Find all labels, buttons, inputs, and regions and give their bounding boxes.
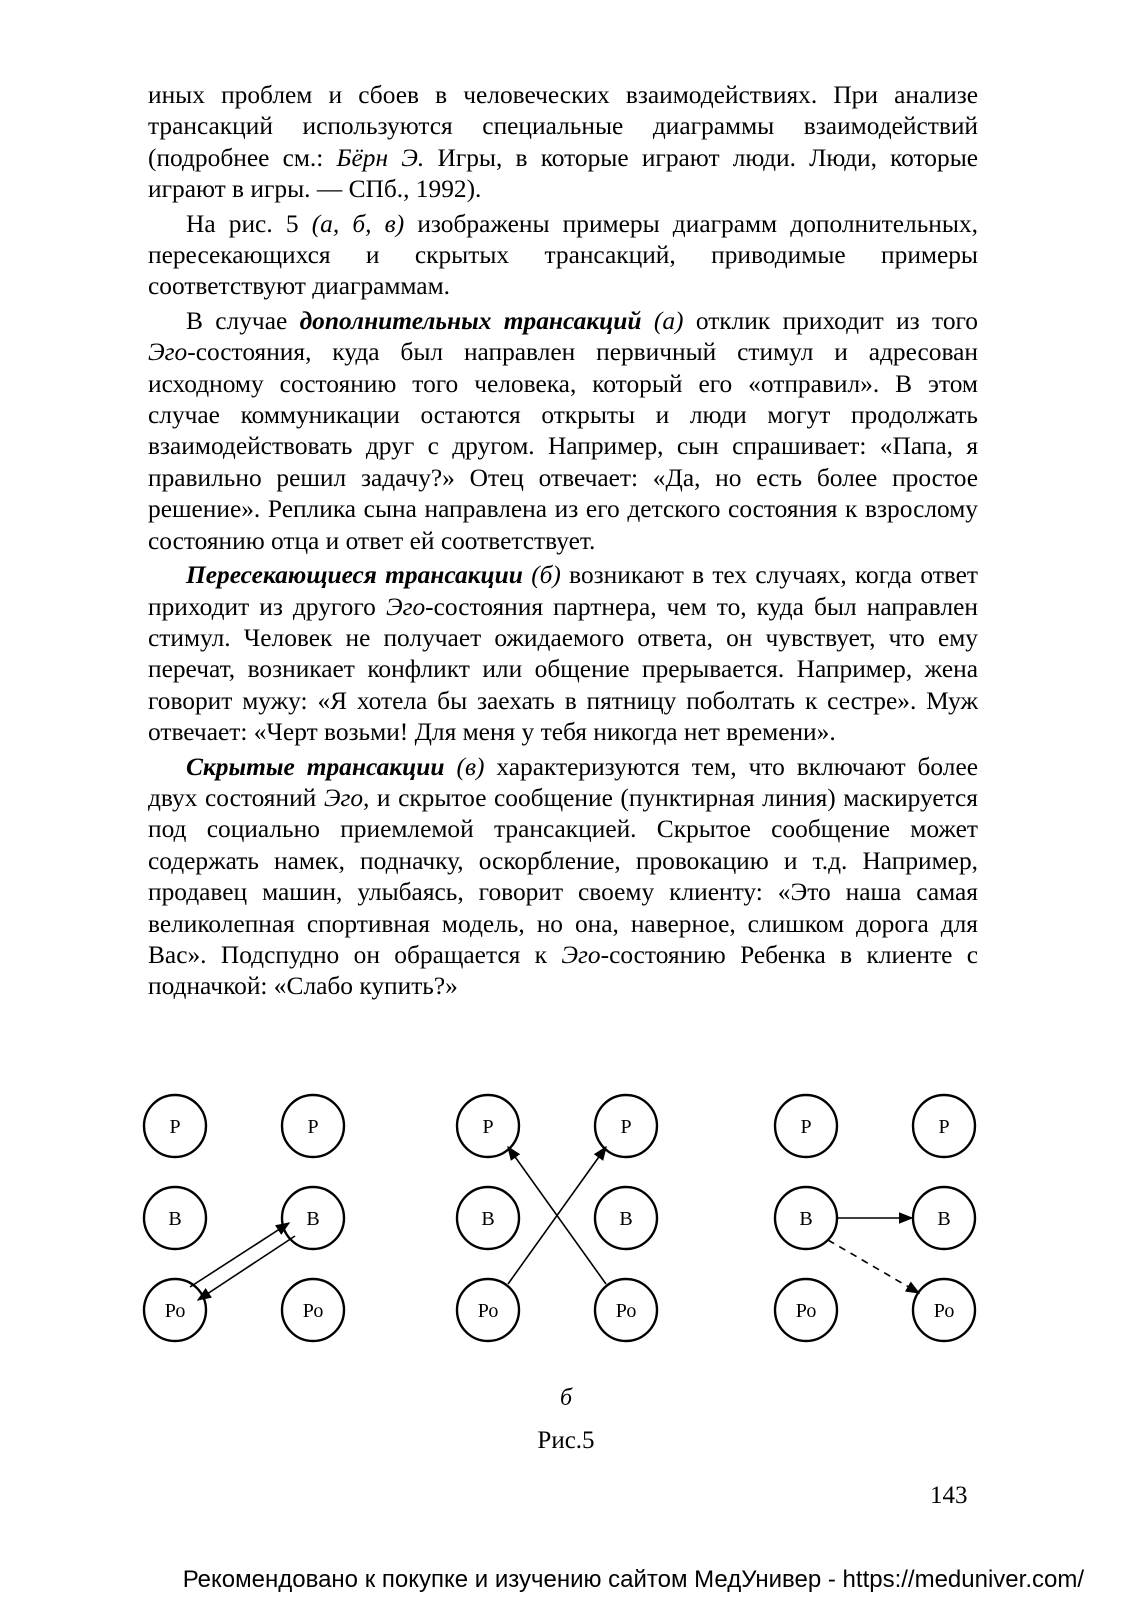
figure-reference: (б) <box>522 561 561 590</box>
parent-label: Р <box>169 1116 181 1138</box>
text-run: отклик приходит из того <box>683 306 978 335</box>
text-run: -состояния, куда был направлен первичный стимул и адресован исходному состоянию того человека, который его «отправил». В этом случае коммуникации остаются открыты и люди могут продолжать взаимодействовать друг с другом. Например, сын спрашивает: «Папа, я правильно решил задачу?» Отец отвечает: «Да, но есть более простое решение». Реплика сына направлена из его детского состояния к взрослому состоянию отца и ответ ей соответствует. <box>148 338 978 555</box>
footer-watermark: Рекомендовано к покупке и изучению сайтом МедУнивер - https://meduniver.com/ <box>182 1566 1084 1593</box>
adult-label: В <box>937 1208 951 1230</box>
paragraph-2 <box>148 209 978 303</box>
adult-label: В <box>481 1208 495 1230</box>
text-run: В случае <box>186 306 300 335</box>
child-label: Ро <box>477 1300 499 1322</box>
child-label: Ро <box>615 1300 637 1322</box>
body-text <box>148 80 978 1006</box>
text-run: -состоянию Ребенка в клиенте с подначкой: «Слабо купить?» <box>148 940 978 1001</box>
paragraph-1 <box>148 80 978 206</box>
parent-label: Р <box>800 1116 812 1138</box>
figure-caption: Рис.5 <box>537 1427 595 1454</box>
figure-reference: (а) <box>641 306 684 335</box>
ego-term: Эго, <box>323 783 370 812</box>
child-label: Ро <box>933 1300 955 1322</box>
paragraph-5 <box>148 752 978 1003</box>
child-label: Ро <box>164 1300 186 1322</box>
transaction-diagrams <box>130 1088 1000 1358</box>
text-run: На рис. 5 <box>186 209 312 238</box>
parent-label: Р <box>620 1116 632 1138</box>
text-run: возникают в тех случаях, когда ответ приходит из другого <box>148 561 978 621</box>
parent-label: Р <box>482 1116 494 1138</box>
text-run: изображены примеры диаграмм дополнительных, пересекающихся и скрытых трансакций, приводимые примеры соответствуют диаграммам. <box>148 209 978 301</box>
adult-label: В <box>306 1208 320 1230</box>
ego-term: Эго <box>148 338 188 367</box>
paragraph-3 <box>148 306 978 557</box>
child-label: Ро <box>302 1300 324 1322</box>
parent-label: Р <box>938 1116 950 1138</box>
ego-term: Эго <box>385 592 426 621</box>
text-run: Игры, в которые играют люди. Люди, которые играют в игры. — СПб., 1992). <box>148 143 979 204</box>
response-arrow <box>198 1236 295 1300</box>
parent-label: Р <box>307 1116 319 1138</box>
stimulus-arrow <box>190 1223 289 1287</box>
figure-reference: (в) <box>444 752 485 781</box>
text-run: и скрытое сообщение (пунктирная линия) маскируется под социально приемлемой трансакцией. Скрытое сообщение может содержать намек, подначку, оскорбление, провокацию и т.д. Например, продавец машин, улыбаясь, говорит своему клиенту: «Это наша самая великолепная спортивная модель, но она, наверное, слишком дорога для Вас». Подспудно он обращается к <box>148 783 978 969</box>
text-run: иных проблем и сбоев в человеческих взаимодействиях. При анализе трансакций используются специальные диаграммы взаимодействий (подробнее см.: <box>148 81 978 172</box>
term-ulterior: Скрытые трансакции <box>186 752 445 781</box>
adult-label: В <box>799 1208 813 1230</box>
adult-label: В <box>168 1208 182 1230</box>
text-run: характеризуются тем, что включают более двух состояний <box>148 752 978 812</box>
page-number: 143 <box>930 1482 968 1509</box>
author-reference: Бёрн Э. <box>336 143 425 172</box>
figure-reference: (а, б, в) <box>311 209 405 238</box>
ego-term: Эго <box>561 940 601 969</box>
paragraph-4 <box>148 560 978 748</box>
text-run: -состояния партнера, чем то, куда был направлен стимул. Человек не получает ожидаемого ответа, он чувствует, что ему перечат, возникает конфликт или общение прерывается. Например, жена говорит мужу: «Я хотела бы заехать в пятницу поболтать к сестре». Муж отвечает: «Черт возьми! Для меня у тебя никогда нет времени». <box>148 592 978 747</box>
adult-label: В <box>619 1208 633 1230</box>
term-crossed: Пересекающиеся трансакции <box>186 561 523 590</box>
child-label: Ро <box>795 1300 817 1322</box>
figure-letter: б <box>559 1385 573 1411</box>
hidden-message-arrow <box>828 1240 919 1293</box>
term-complementary: дополнительных трансакций <box>299 306 642 335</box>
